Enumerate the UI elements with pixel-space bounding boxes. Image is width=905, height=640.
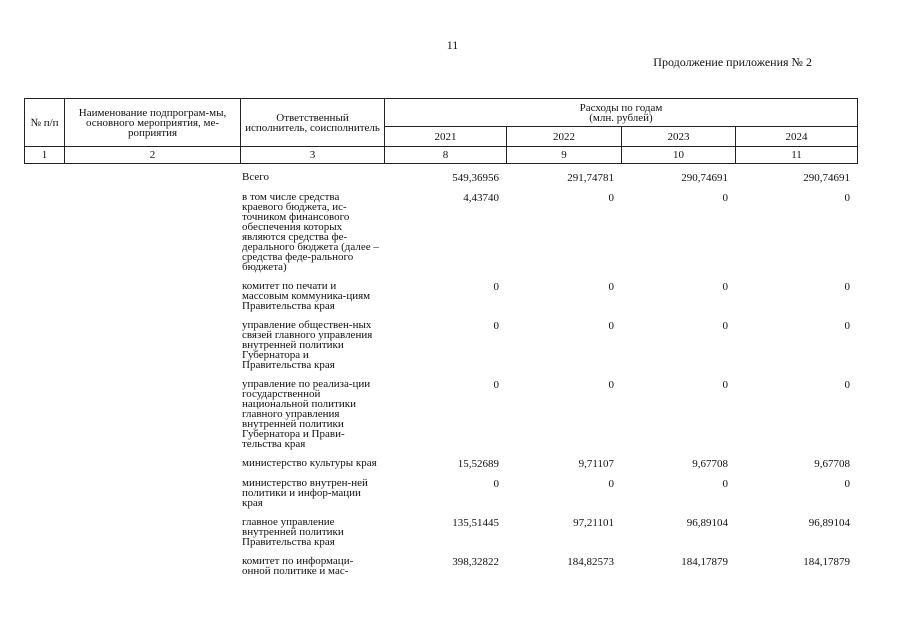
table-row (24, 280, 857, 319)
executor-label: комитет по информаци-онной политике и мас- (242, 555, 354, 577)
value-2022: 0 (608, 192, 614, 204)
value-2021: 135,51445 (452, 517, 499, 529)
value-2022: 291,74781 (567, 172, 614, 184)
value-2024: 0 (844, 320, 850, 332)
expenses-table-body (24, 171, 857, 584)
header-name: Наименование подпрограм-мы, основного мероприятия, ме-роприятия (65, 99, 241, 147)
header-year: 2024 (736, 127, 858, 147)
table-row (24, 457, 857, 477)
value-2022: 97,21101 (573, 517, 614, 529)
header-number: № п/п (25, 99, 65, 147)
value-2023: 0 (722, 478, 728, 490)
value-2024: 9,67708 (814, 458, 850, 470)
column-number: 2 (65, 147, 241, 164)
executor-label: в том числе средства краевого бюджета, ис-точником финансового обеспечения которых являются средства фе-дерального бюджета (далее – средства феде-рального бюджета) (242, 191, 379, 273)
value-2024: 96,89104 (808, 517, 850, 529)
header-expenses (385, 99, 858, 127)
executor-label: управление обществен-ных связей главного управления внутренней политики Губернатора и Правительства края (242, 319, 373, 371)
value-2022: 184,82573 (567, 556, 614, 568)
value-2021: 0 (493, 478, 499, 490)
value-2023: 96,89104 (686, 517, 728, 529)
value-2022: 0 (608, 281, 614, 293)
executor-label: министерство внутрен-ней политики и инфор-мации края (242, 477, 368, 509)
appendix-continuation-label: Продолжение приложения № 2 (653, 55, 812, 69)
value-2024: 0 (844, 281, 850, 293)
header-year: 2021 (385, 127, 507, 147)
table-row (24, 171, 857, 191)
header-year: 2022 (507, 127, 622, 147)
column-number: 11 (736, 147, 858, 164)
value-2023: 184,17879 (681, 556, 728, 568)
value-2023: 9,67708 (692, 458, 728, 470)
value-2021: 0 (493, 320, 499, 332)
executor-label: главное управление внутренней политики Правительства края (242, 516, 344, 548)
header-expenses-unit: (млн. рублей) (589, 111, 653, 124)
value-2022: 0 (608, 478, 614, 490)
column-number: 3 (241, 147, 385, 164)
executor-label: Всего (242, 171, 269, 183)
value-2024: 290,74691 (803, 172, 850, 184)
column-number: 1 (25, 147, 65, 164)
table-row (24, 477, 857, 516)
table-row (24, 378, 857, 457)
executor-label: управление по реализа-ции государственной национальной политики главного управления внутренней политики Губернатора и Прави-тельства края (242, 378, 371, 450)
header-year: 2023 (622, 127, 736, 147)
value-2021: 398,32822 (452, 556, 499, 568)
header-expenses-title: Расходы по годам (579, 101, 663, 114)
table-row (24, 319, 857, 378)
column-number: 8 (385, 147, 507, 164)
value-2022: 0 (608, 320, 614, 332)
column-number: 9 (507, 147, 622, 164)
value-2023: 290,74691 (681, 172, 728, 184)
column-number: 10 (622, 147, 736, 164)
table-row (24, 191, 857, 280)
executor-label: комитет по печати и массовым коммуника-циям Правительства края (242, 280, 371, 312)
expenses-table-header (24, 98, 858, 164)
value-2024: 184,17879 (803, 556, 850, 568)
value-2024: 0 (844, 478, 850, 490)
table-row (24, 516, 857, 555)
value-2022: 9,71107 (578, 458, 614, 470)
value-2023: 0 (722, 281, 728, 293)
value-2021: 4,43740 (463, 192, 499, 204)
value-2024: 0 (844, 192, 850, 204)
value-2021: 0 (493, 281, 499, 293)
value-2023: 0 (722, 379, 728, 391)
header-executor: Ответственный исполнитель, соисполнитель (241, 99, 385, 147)
page-number: 11 (446, 38, 459, 52)
table-row (24, 555, 857, 584)
value-2021: 0 (493, 379, 499, 391)
executor-label: министерство культуры края (242, 457, 377, 469)
value-2023: 0 (722, 320, 728, 332)
value-2023: 0 (722, 192, 728, 204)
value-2024: 0 (844, 379, 850, 391)
value-2021: 15,52689 (457, 458, 499, 470)
value-2021: 549,36956 (452, 172, 499, 184)
value-2022: 0 (608, 379, 614, 391)
